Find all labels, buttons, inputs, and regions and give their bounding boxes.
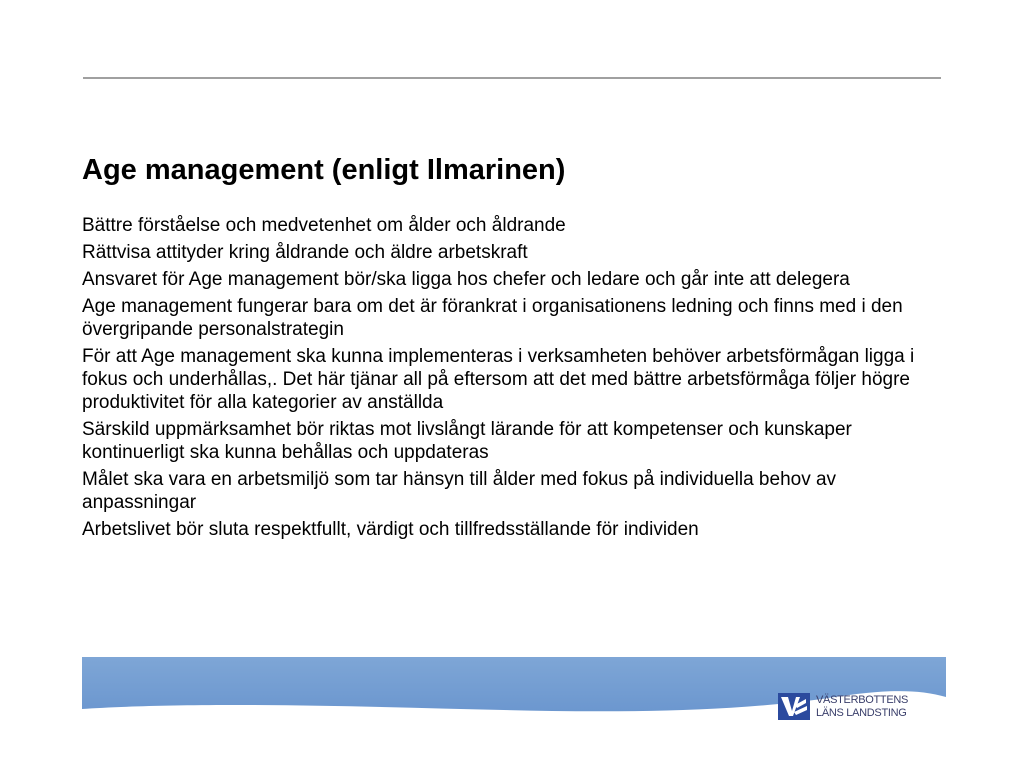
bullet-item: Arbetslivet bör sluta respektfullt, värdigt och tillfredsställande för individen [82,519,699,540]
top-divider [83,77,941,79]
bullet-item: För att Age management ska kunna implementeras i verksamheten behöver arbetsförmågan ligga i fokus och underhållas,. Det här tjänar all på eftersom att det med bättre arbetsförmåga följer högre produktivitet för alla kategorier av anställda [82,346,915,413]
logo-line-2: LÄNS LANDSTING [816,707,907,719]
bullet-list [82,214,932,545]
bullet-item: Ansvaret för Age management bör/ska ligga hos chefer och ledare och går inte att delegera [82,269,850,290]
bullet-item: Bättre förståelse och medvetenhet om ålder och åldrande [82,215,566,236]
vll-logo-icon [778,693,810,720]
organization-logo [778,693,928,723]
bullet-item: Age management fungerar bara om det är förankrat i organisationens ledning och finns med i den övergripande personalstrategin [82,296,903,340]
logo-line-1: VÄSTERBOTTENS [816,694,909,706]
bullet-item: Målet ska vara en arbetsmiljö som tar hänsyn till ålder med fokus på individuella behov av anpassningar [82,469,837,513]
logo-text [816,694,908,720]
bullet-item: Särskild uppmärksamhet bör riktas mot livslångt lärande för att kompetenser och kunskaper kontinuerligt ska kunna behållas och uppdateras [82,419,852,463]
slide-title: Age management (enligt Ilmarinen) [82,154,566,186]
bullet-item: Rättvisa attityder kring åldrande och äldre arbetskraft [82,242,528,263]
